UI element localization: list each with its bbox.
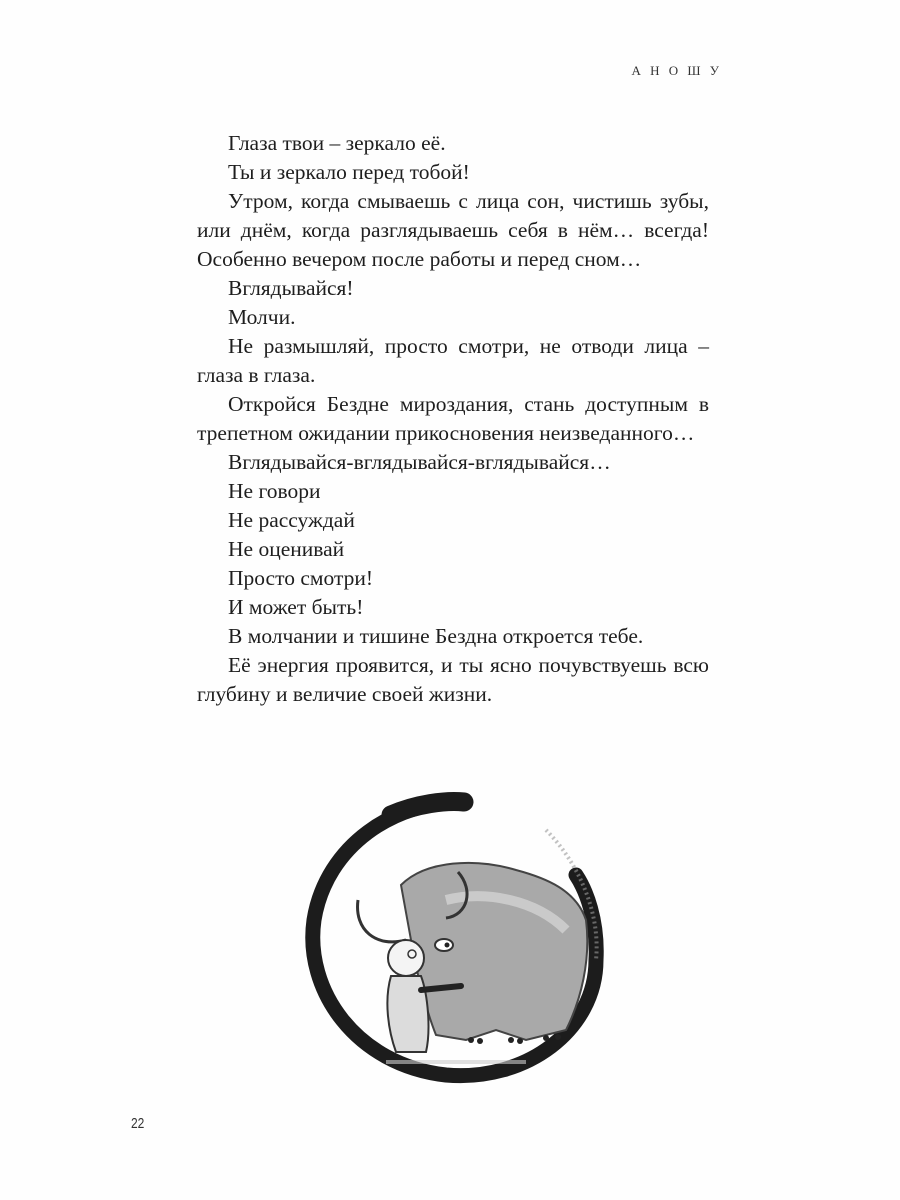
paragraph: Её энергия проявится, и ты ясно почувствуешь всю глубину и величие своей жизни.	[197, 653, 709, 706]
running-head-author: А Н О Ш У	[631, 63, 722, 78]
paragraph: Вглядывайся-вглядывайся-вглядывайся…	[228, 450, 611, 474]
paragraph: Просто смотри!	[228, 566, 374, 590]
page-number: 22	[131, 1115, 145, 1132]
paragraph: Молчи.	[228, 305, 296, 329]
paragraph: Вглядывайся!	[228, 276, 354, 300]
paragraph: Утром, когда смываешь с лица сон, чистишь зубы, или днём, когда разглядываешь себя в нём… всегда! Особенно вечером после работы и перед сном…	[197, 189, 709, 271]
paragraph: Глаза твои – зеркало её.	[228, 131, 446, 155]
paragraph: И может быть!	[228, 595, 364, 619]
enso-yak-illustration	[296, 790, 616, 1090]
paragraph: Откройся Бездне мироздания, стань доступным в трепетном ожидании прикосновения неизведанного…	[197, 392, 709, 445]
paragraph: Ты и зеркало перед тобой!	[228, 160, 470, 184]
body-text	[197, 129, 709, 709]
paragraph: Не рассуждай	[228, 508, 355, 532]
paragraph: В молчании и тишине Бездна откроется тебе.	[228, 624, 644, 648]
paragraph: Не оценивай	[228, 537, 345, 561]
paragraph: Не говори	[228, 479, 321, 503]
paragraph: Не размышляй, просто смотри, не отводи лица – глаза в глаза.	[197, 334, 709, 387]
